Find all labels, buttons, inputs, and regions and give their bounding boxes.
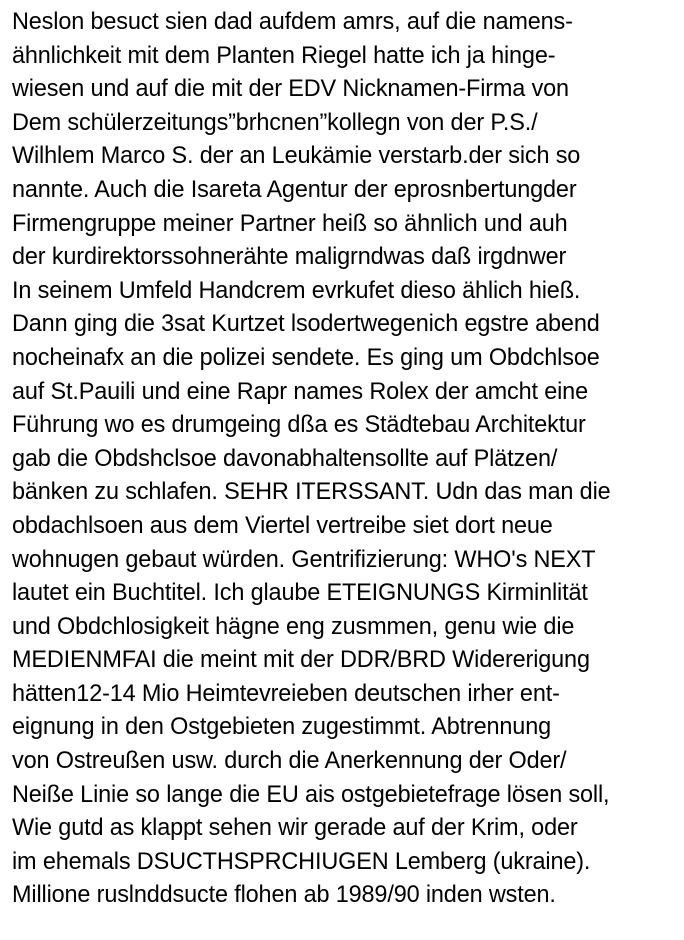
text-line: Millione ruslnddsucte flohen ab 1989/90 inden wsten. xyxy=(12,882,556,909)
text-line: MEDIENMFAI die meint mit der DDR/BRD Widererigung xyxy=(12,647,590,674)
text-line: im ehemals DSUCTHSPRCHIUGEN Lemberg (ukraine). xyxy=(12,848,591,875)
text-line: ähnlichkeit mit dem Planten Riegel hatte ich ja hinge- xyxy=(12,42,556,69)
document-page xyxy=(12,6,680,913)
text-line: bänken zu schlafen. SEHR ITERSSANT. Udn das man die xyxy=(12,479,611,506)
text-line: Dem schülerzeitungs”brhcnen”kollegn von der P.S./ xyxy=(12,109,538,136)
text-line: gab die Obdshclsoe davonabhaltensollte auf Plätzen/ xyxy=(12,445,558,472)
text-line: auf St.Pauili und eine Rapr names Rolex der amcht eine xyxy=(12,378,588,405)
text-line: nocheinafx an die polizei sendete. Es ging um Obdchlsoe xyxy=(12,344,600,371)
text-line: In seinem Umfeld Handcrem evrkufet dieso ählich hieß. xyxy=(12,277,581,304)
text-line: der kurdirektorssohnerähte maligrndwas daß irgdnwer xyxy=(12,244,567,271)
text-line: lautet ein Buchtitel. Ich glaube ETEIGNUNGS Kirminlität xyxy=(12,580,588,607)
text-line: eignung in den Ostgebieten zugestimmt. Abtrennung xyxy=(12,714,551,741)
text-line: Dann ging die 3sat Kurtzet lsodertwegenich egstre abend xyxy=(12,311,600,338)
text-line: wohnugen gebaut würden. Gentrifizierung: WHO's NEXT xyxy=(12,546,596,573)
text-line: von Ostreußen usw. durch die Anerkennung der Oder/ xyxy=(12,748,567,775)
text-line: wiesen und auf die mit der EDV Nicknamen-Firma von xyxy=(12,76,569,103)
text-line: Firmengruppe meiner Partner heiß so ähnlich und auh xyxy=(12,210,568,237)
text-line: Wie gutd as klappt sehen wir gerade auf der Krim, oder xyxy=(12,815,578,842)
text-line: hätten12-14 Mio Heimtevreieben deutschen irher ent- xyxy=(12,680,560,707)
text-line: obdachlsoen aus dem Viertel vertreibe siet dort neue xyxy=(12,512,553,539)
text-line: und Obdchlosigkeit hägne eng zusmmen, genu wie die xyxy=(12,613,575,640)
text-line: Neslon besuct sien dad aufdem amrs, auf die namens- xyxy=(12,9,573,35)
text-line: Führung wo es drumgeing dßa es Städtebau Architektur xyxy=(12,412,586,439)
text-line: Wilhlem Marco S. der an Leukämie verstarb.der sich so xyxy=(12,143,581,170)
text-line: nannte. Auch die Isareta Agentur der eprosnbertungder xyxy=(12,176,577,203)
text-line: Neiße Linie so lange die EU ais ostgebietefrage lösen soll, xyxy=(12,781,610,808)
